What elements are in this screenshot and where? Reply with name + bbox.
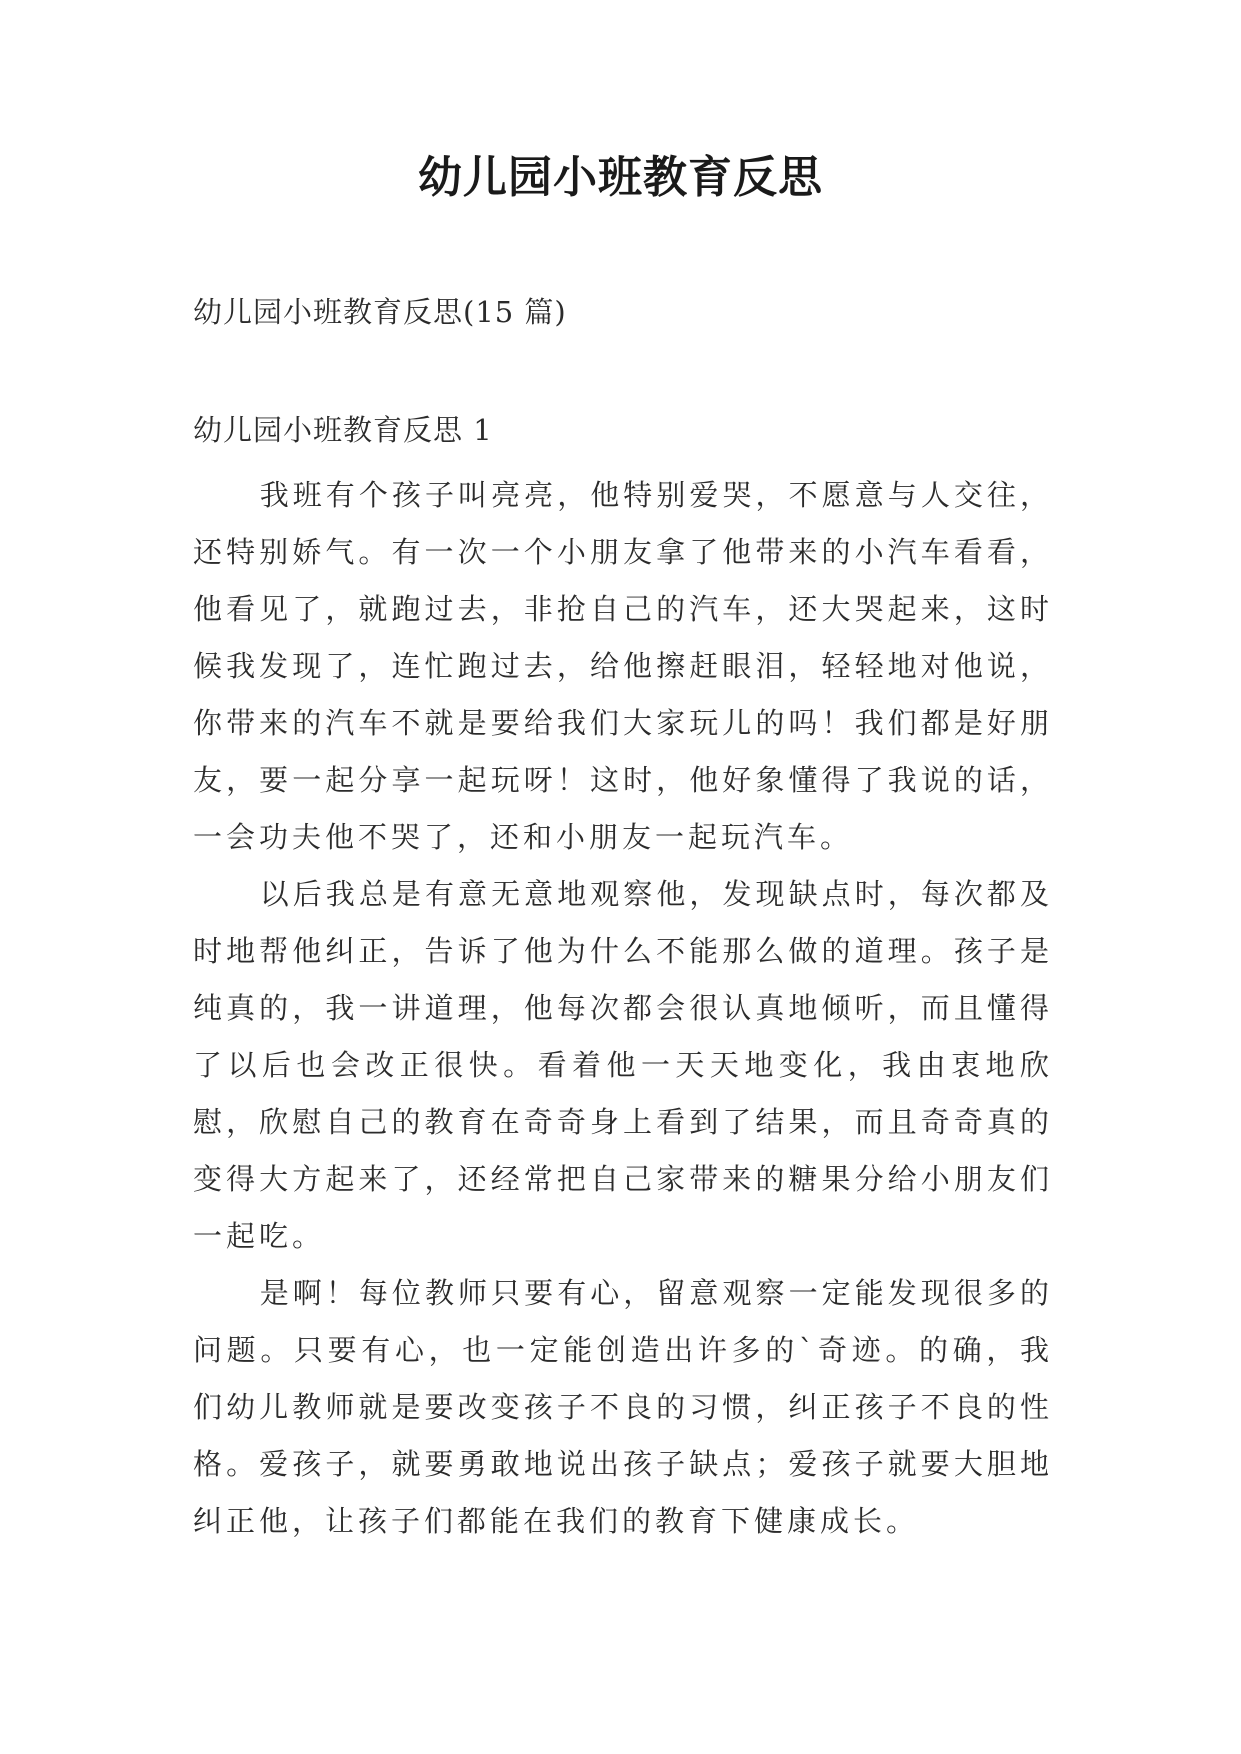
paragraph: 以后我总是有意无意地观察他，发现缺点时，每次都及时地帮他纠正，告诉了他为什么不能那么做的道理。孩子是纯真的，我一讲道理，他每次都会很认真地倾听，而且懂得了以后也会改正很快。看着他一天天地变化，我由衷地欣慰，欣慰自己的教育在奇奇身上看到了结果，而且奇奇真的变得大方起来了，还经常把自己家带来的糖果分给小朋友们一起吃。 bbox=[193, 877, 1053, 1253]
section-heading: 幼儿园小班教育反思 1 bbox=[193, 413, 493, 447]
document-title: 幼儿园小班教育反思 bbox=[418, 152, 823, 203]
body-text bbox=[193, 467, 1053, 1550]
paragraph: 我班有个孩子叫亮亮，他特别爱哭，不愿意与人交往，还特别娇气。有一次一个小朋友拿了他带来的小汽车看看，他看见了，就跑过去，非抢自己的汽车，还大哭起来，这时候我发现了，连忙跑过去，给他擦赶眼泪，轻轻地对他说，你带来的汽车不就是要给我们大家玩儿的吗！我们都是好朋友，要一起分享一起玩呀！这时，他好象懂得了我说的话，一会功夫他不哭了，还和小朋友一起玩汽车。 bbox=[193, 478, 1053, 854]
paragraph: 是啊！每位教师只要有心，留意观察一定能发现很多的问题。只要有心，也一定能创造出许多的`奇迹。的确，我们幼儿教师就是要改变孩子不良的习惯，纠正孩子不良的性格。爱孩子，就要勇敢地说出孩子缺点；爱孩子就要大胆地纠正他，让孩子们都能在我们的教育下健康成长。 bbox=[193, 1276, 1053, 1538]
document-subtitle: 幼儿园小班教育反思(15 篇) bbox=[193, 295, 567, 329]
